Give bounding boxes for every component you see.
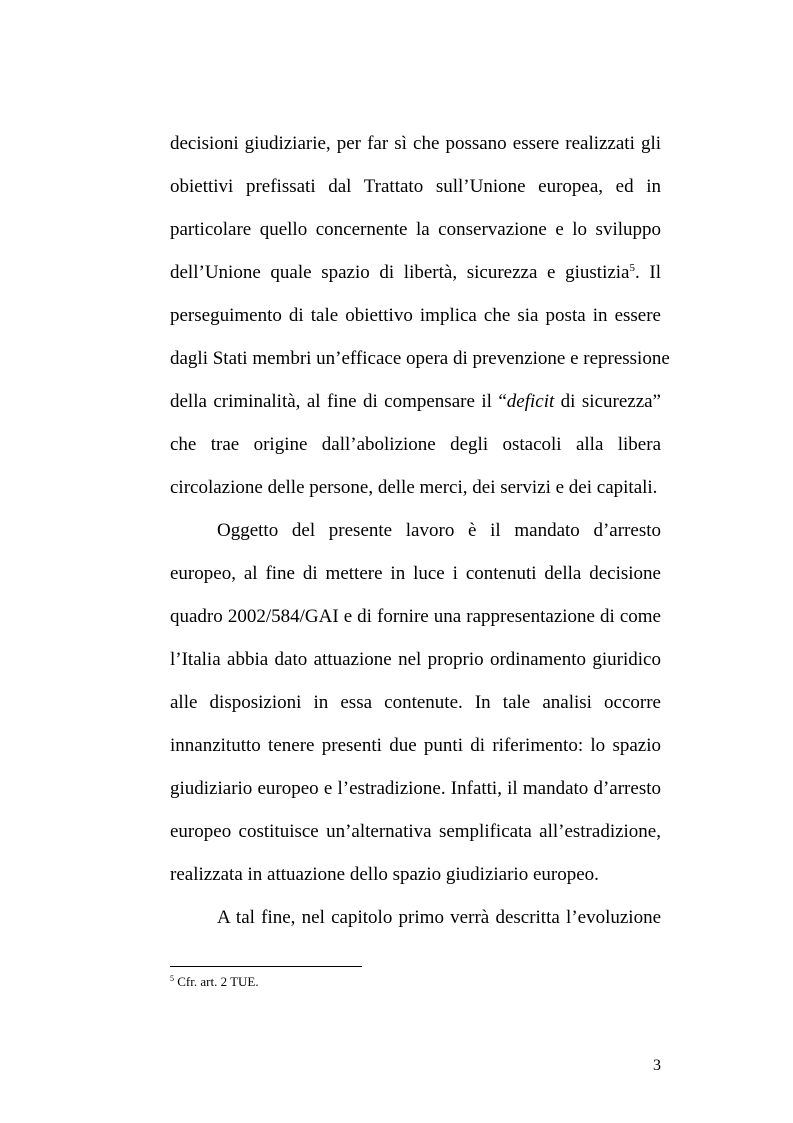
p2-line-5: alle disposizioni in essa contenute. In tale analisi occorre [170,692,661,713]
p1-line-2: obiettivi prefissati dal Trattato sull’Unione europea, ed in [170,176,661,197]
p1-line-5: perseguimento di tale obiettivo implica che sia posta in essere [170,305,661,326]
footnote [170,974,259,990]
p1-line-9: circolazione delle persone, delle merci, dei servizi e dei capitali. [170,477,658,498]
footnote-reference: 5 [629,262,635,274]
footnote-text: Cfr. art. 2 TUE. [174,974,259,989]
italic-term: deficit [506,391,555,412]
p1-line-7-tail: di sicurezza” [554,391,661,412]
page-number: 3 [653,1057,661,1074]
p1-line-4 [170,262,661,284]
p1-line-4-text: dell’Unione quale spazio di libertà, sicurezza e giustizia [170,262,630,283]
footnote-separator [170,966,362,967]
p1-line-3: particolare quello concernente la conservazione e lo sviluppo [170,219,661,240]
p2-line-6: innanzitutto tenere presenti due punti di riferimento: lo spazio [170,735,661,756]
p1-line-7 [170,391,661,413]
p3-line-1: A tal fine, nel capitolo primo verrà descritta l’evoluzione [217,907,661,928]
p1-line-7-text: della criminalità, al fine di compensare il “ [170,391,507,412]
footnote-number: 5 [170,974,174,983]
p2-line-9: realizzata in attuazione dello spazio giudiziario europeo. [170,864,599,885]
p2-line-7: giudiziario europeo e l’estradizione. Infatti, il mandato d’arresto [170,778,661,799]
p1-line-1: decisioni giudiziarie, per far sì che possano essere realizzati gli [170,133,661,154]
p2-line-8: europeo costituisce un’alternativa semplificata all’estradizione, [170,821,661,842]
p1-line-6: dagli Stati membri un’efficace opera di prevenzione e repressione [170,348,670,369]
p1-line-8: che trae origine dall’abolizione degli ostacoli alla libera [170,434,661,455]
p2-line-2: europeo, al fine di mettere in luce i contenuti della decisione [170,563,661,584]
p2-line-1: Oggetto del presente lavoro è il mandato d’arresto [217,520,661,541]
p1-line-4-tail: . Il [635,262,662,283]
p2-line-3: quadro 2002/584/GAI e di fornire una rappresentazione di come [170,606,661,627]
p2-line-4: l’Italia abbia dato attuazione nel proprio ordinamento giuridico [170,649,661,670]
